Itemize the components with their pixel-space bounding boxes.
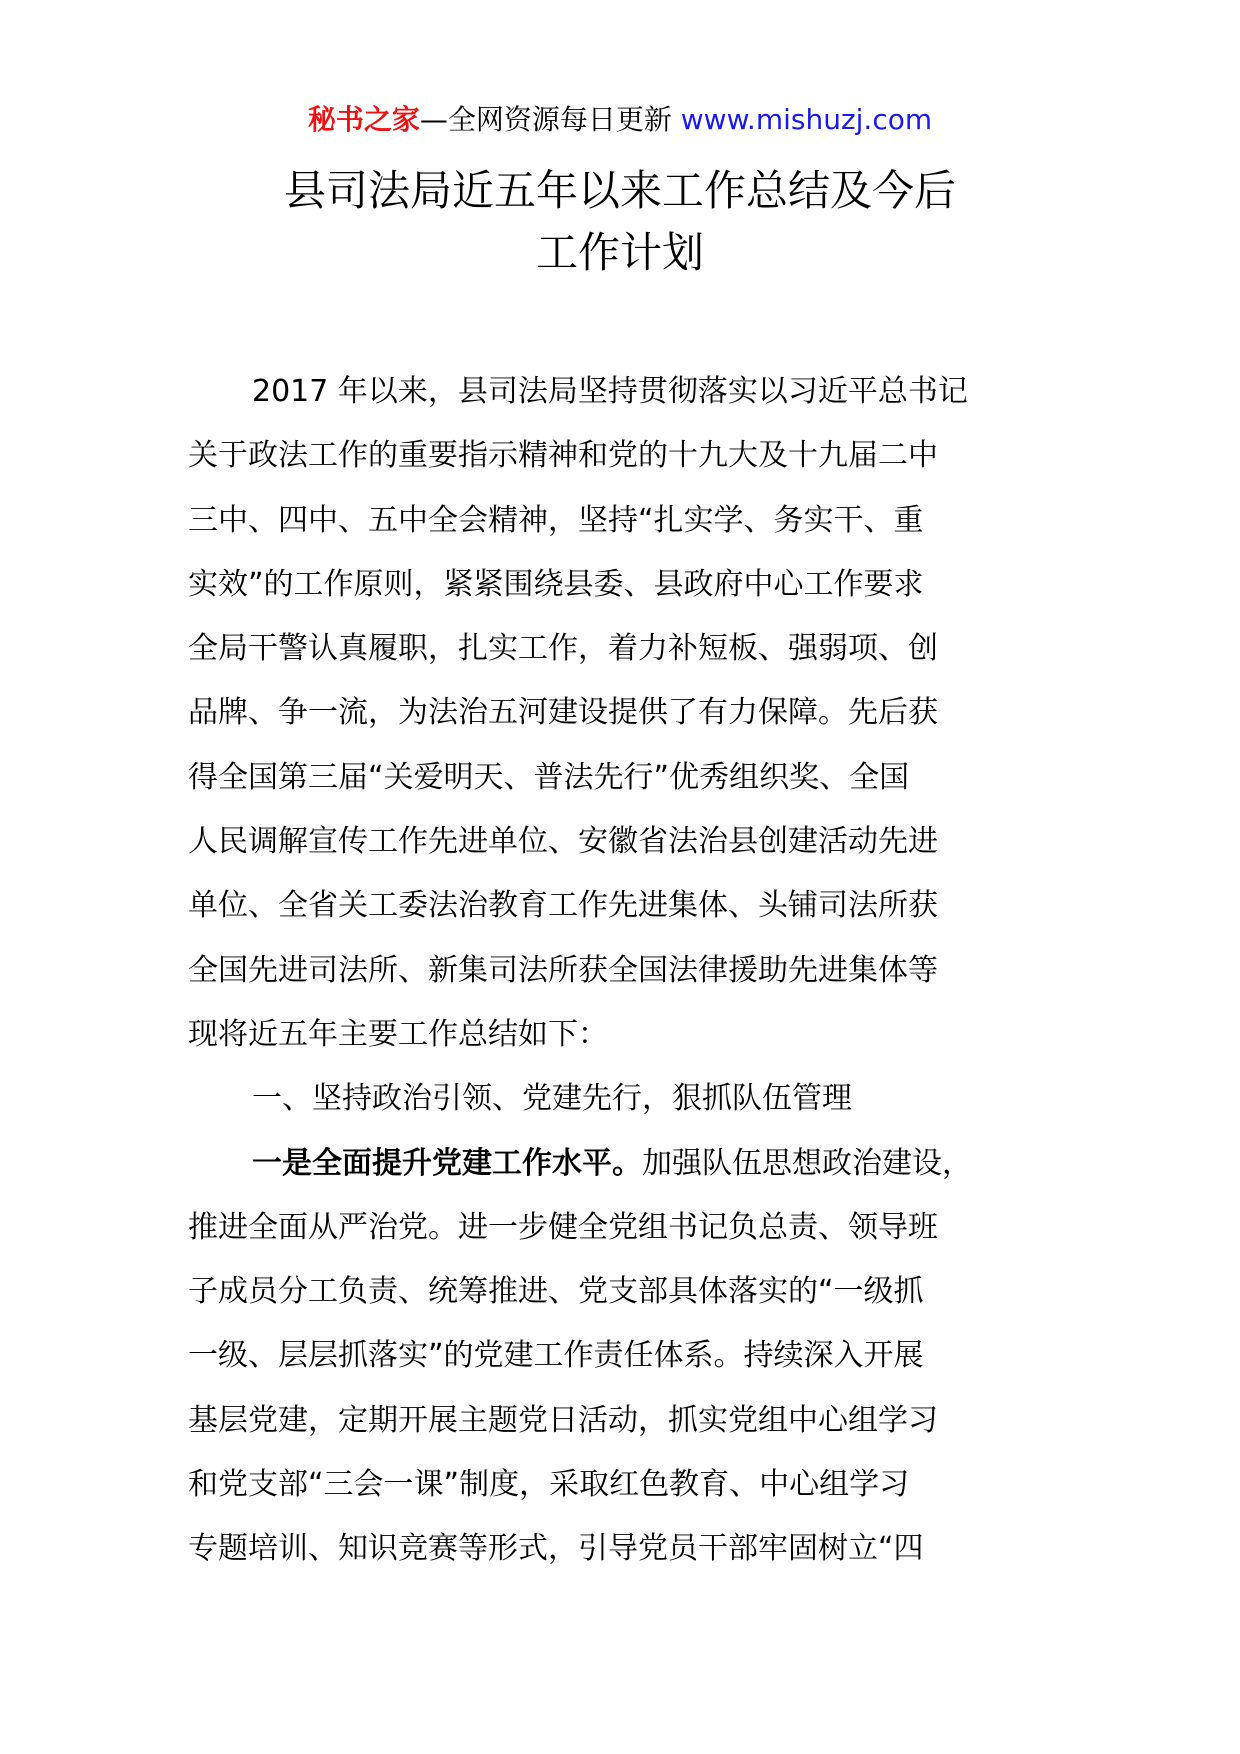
body-line: 单位、全省关工委法治教育工作先进集体、头铺司法所获 <box>188 888 938 924</box>
document-title <box>0 160 1240 284</box>
brand-name: 秘书之家 <box>307 103 420 136</box>
body-line: 全局干警认真履职，扎实工作，着力补短板、强弱项、创 <box>188 631 938 667</box>
body-line: 人民调解宣传工作先进单位、安徽省法治县创建活动先进 <box>188 824 938 860</box>
body-line: 基层党建，定期开展主题党日活动，抓实党组中心组学习 <box>188 1402 938 1438</box>
body-line: 推进全面从严治党。进一步健全党组书记负总责、领导班 <box>188 1209 938 1245</box>
body-line: 关于政法工作的重要指示精神和党的十九大及十九届二中 <box>188 438 938 474</box>
title-line-1: 县司法局近五年以来工作总结及今后 <box>283 166 956 215</box>
site-header <box>0 100 1240 140</box>
body-line: 品牌、争一流，为法治五河建设提供了有力保障。先后获 <box>188 695 938 731</box>
item-1-bold-lead: 一是全面提升党建工作水平。 <box>252 1145 642 1181</box>
item-1-first-line <box>188 1132 1058 1196</box>
body-line: 2017 年以来，县司法局坚持贯彻落实以习近平总书记 <box>252 374 968 409</box>
body-line: 子成员分工负责、统筹推进、党支部具体落实的“一级抓 <box>188 1274 924 1310</box>
body-line: 全国先进司法所、新集司法所获全国法律援助先进集体等 <box>188 952 938 988</box>
body-line: 一级、层层抓落实”的党建工作责任体系。持续深入开展 <box>188 1338 924 1374</box>
title-line-2: 工作计划 <box>535 228 704 277</box>
body-line: 和党支部“三会一课”制度，采取红色教育、中心组学习 <box>188 1467 910 1503</box>
site-url-link[interactable]: www.mishuzj.com <box>680 103 933 136</box>
body-line: 专题培训、知识竞赛等形式，引导党员干部牢固树立“四 <box>188 1531 924 1567</box>
body-line: 现将近五年主要工作总结如下： <box>188 1016 608 1052</box>
body-line: 得全国第三届“关爱明天、普法先行”优秀组织奖、全国 <box>188 759 910 795</box>
body-line: 实效”的工作原则，紧紧围绕县委、县政府中心工作要求 <box>188 566 924 602</box>
document-body <box>188 360 1058 1582</box>
item-1-lead-text: 加强队伍思想政治建设， <box>642 1145 972 1181</box>
body-line: 三中、四中、五中全会精神，坚持“扎实学、务实干、重 <box>188 502 924 538</box>
header-tagline: —全网资源每日更新 <box>419 103 681 136</box>
section-heading-1: 一、坚持政治引领、党建先行，狠抓队伍管理 <box>252 1081 852 1117</box>
